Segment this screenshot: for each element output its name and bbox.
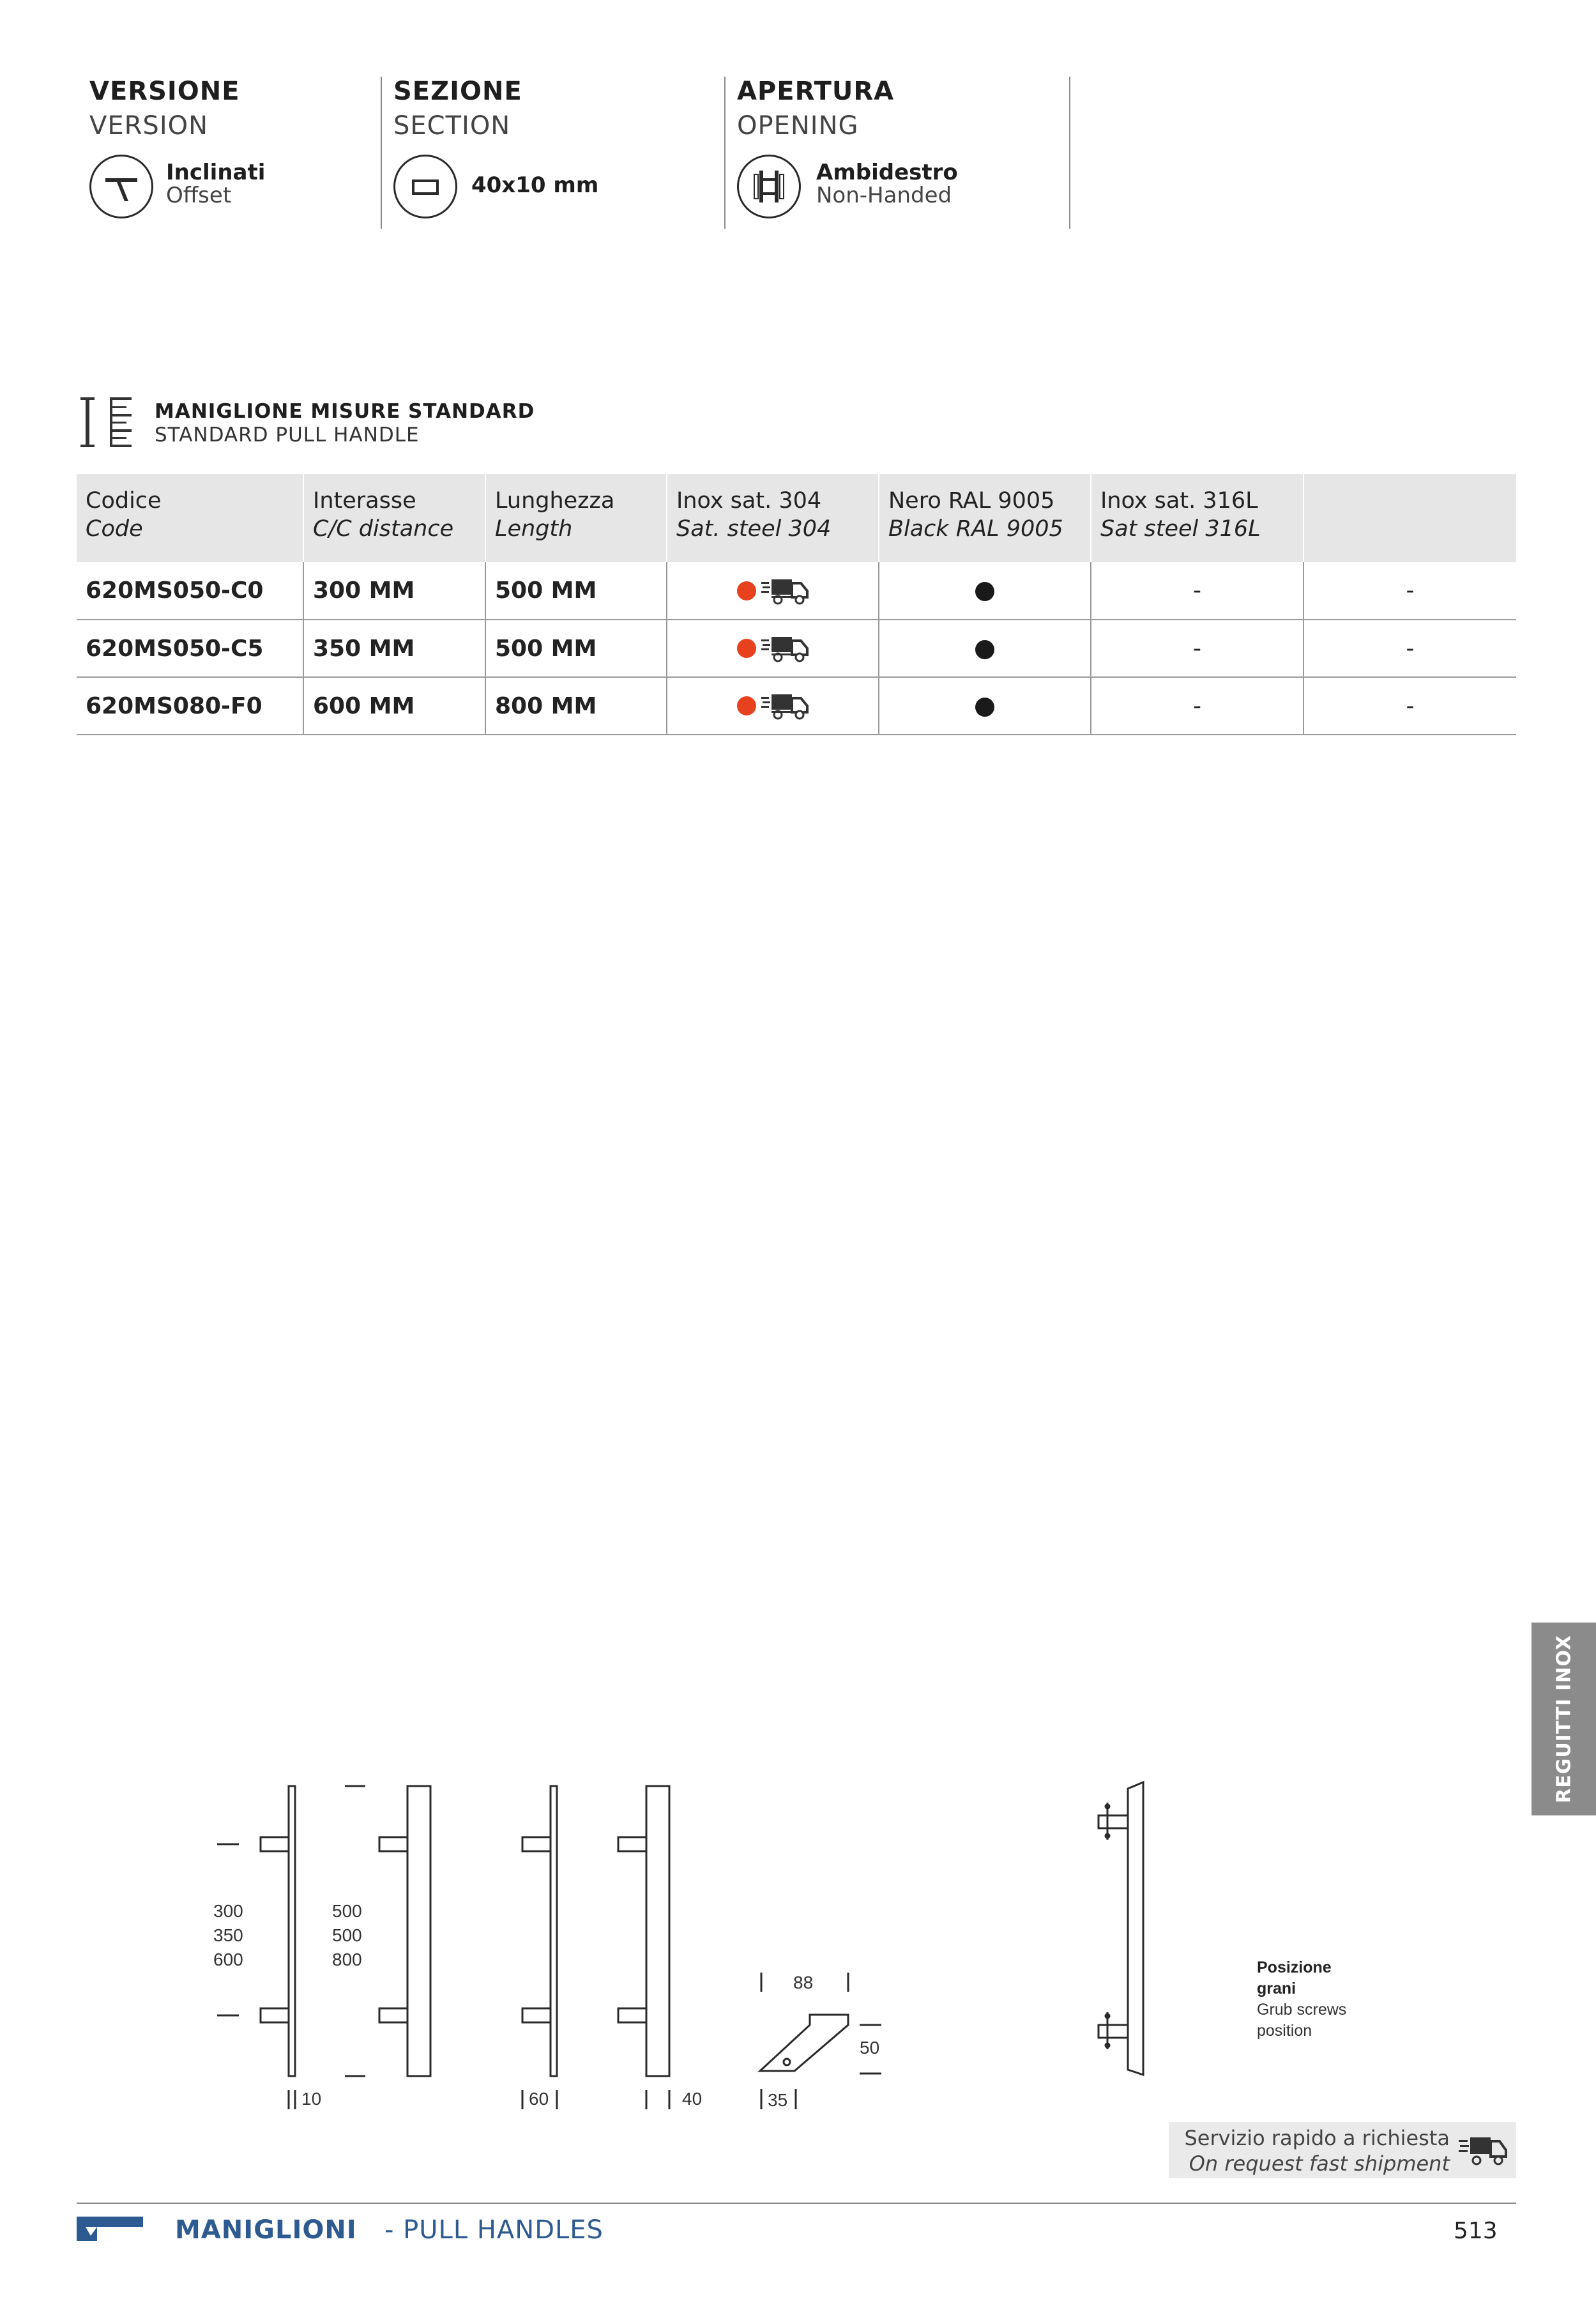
dim-thickness: 10 (301, 2089, 322, 2109)
spec-section-value: 40x10 mm (471, 172, 599, 198)
dim-cc-350: 350 (213, 1925, 243, 1945)
table-row (77, 677, 1516, 735)
dim-length-500a: 500 (332, 1901, 362, 1921)
cell-extra: - (1303, 562, 1516, 620)
footer-subtitle: - PULL HANDLES (384, 2215, 604, 2245)
divider (724, 77, 726, 229)
product-table (77, 474, 1516, 735)
cell-extra: - (1303, 620, 1516, 677)
spec-section-subtitle: SECTION (393, 111, 511, 141)
header-extra (1303, 474, 1516, 562)
spec-version-value-en: Offset (166, 183, 232, 208)
availability-dot-icon (737, 639, 756, 658)
availability-dot-icon (975, 640, 994, 659)
cell-inox-304 (667, 562, 879, 620)
cell-extra: - (1303, 677, 1516, 735)
header-code: Codice Code (77, 474, 303, 562)
section-subtitle: STANDARD PULL HANDLE (155, 424, 420, 447)
fast-truck-icon (1459, 2134, 1507, 2167)
cell-length: 500 MM (485, 562, 667, 620)
spec-section-title: SEZIONE (393, 77, 522, 106)
spec-version-title: VERSIONE (89, 77, 240, 106)
cell-black (879, 562, 1091, 620)
fast-shipment-note (1169, 2122, 1516, 2178)
header-black: Nero RAL 9005 Black RAL 9005 (879, 474, 1091, 562)
spec-opening-value-en: Non-Handed (816, 183, 952, 208)
spec-section (393, 77, 726, 229)
availability-dot-icon (975, 582, 994, 601)
cell-inox-304 (667, 620, 879, 677)
dim-width: 40 (682, 2089, 703, 2109)
dim-offset-top: 88 (793, 1973, 814, 1992)
grub-screws-subtitle: Grub screws position (1257, 2001, 1347, 2040)
side-tab-label: REGUITTI INOX (1553, 1635, 1575, 1803)
dim-cc-600: 600 (213, 1950, 243, 1969)
cell-length: 500 MM (485, 620, 667, 677)
dim-depth: 60 (529, 2089, 549, 2109)
header-inox-316: Inox sat. 316L Sat steel 316L (1091, 474, 1303, 562)
header-cc-distance: Interasse C/C distance (303, 474, 485, 562)
spec-opening-value: Ambidestro (816, 160, 958, 185)
section-title: MANIGLIONE MISURE STANDARD (155, 400, 535, 423)
cell-cc: 300 MM (303, 562, 485, 620)
dim-cc-300: 300 (213, 1901, 243, 1921)
cell-black (879, 620, 1091, 677)
spec-opening-subtitle: OPENING (737, 111, 859, 141)
dim-length-500b: 500 (332, 1925, 362, 1945)
dim-length-800: 800 (332, 1950, 362, 1969)
spec-opening (737, 77, 1070, 229)
non-handed-icon (737, 155, 801, 218)
table-header-row (77, 474, 1516, 562)
pull-handle-icon (77, 396, 134, 450)
cell-cc: 600 MM (303, 677, 485, 735)
cell-length: 800 MM (485, 677, 667, 735)
footer-title: MANIGLIONI (175, 2215, 357, 2245)
spec-version (89, 77, 382, 229)
cell-code: 620MS050-C0 (77, 562, 303, 620)
dim-offset-bottom: 35 (768, 2090, 788, 2110)
cell-inox-304 (667, 677, 879, 735)
fast-shipment-it: Servizio rapido a richiesta (1184, 2126, 1450, 2150)
cell-inox-316: - (1091, 620, 1303, 677)
spec-version-subtitle: VERSION (89, 111, 209, 141)
cell-inox-316: - (1091, 677, 1303, 735)
table-row (77, 562, 1516, 620)
availability-dot-icon (737, 581, 756, 600)
cell-code: 620MS080-F0 (77, 677, 303, 735)
fast-truck-icon (761, 692, 809, 720)
cell-cc: 350 MM (303, 620, 485, 677)
cell-code: 620MS050-C5 (77, 620, 303, 677)
brand-logo-icon (77, 2215, 143, 2242)
fast-shipment-en: On request fast shipment (1189, 2151, 1450, 2176)
spec-opening-title: APERTURA (737, 77, 895, 106)
table-row (77, 620, 1516, 677)
divider (381, 77, 382, 229)
fast-truck-icon (761, 577, 809, 605)
availability-dot-icon (737, 696, 756, 715)
page-number: 513 (1454, 2218, 1498, 2244)
rectangle-section-icon (393, 155, 457, 218)
footer-divider (77, 2203, 1516, 2204)
dim-offset-height: 50 (860, 2038, 880, 2058)
availability-dot-icon (975, 698, 994, 717)
spec-version-value: Inclinati (166, 160, 266, 185)
cell-black (879, 677, 1091, 735)
header-length: Lunghezza Length (485, 474, 667, 562)
header-inox-304: Inox sat. 304 Sat. steel 304 (667, 474, 879, 562)
cell-inox-316: - (1091, 562, 1303, 620)
fast-truck-icon (761, 634, 809, 662)
grub-screws-title: Posizione grani (1257, 1959, 1332, 1997)
offset-icon (89, 155, 153, 218)
divider (1069, 77, 1070, 229)
